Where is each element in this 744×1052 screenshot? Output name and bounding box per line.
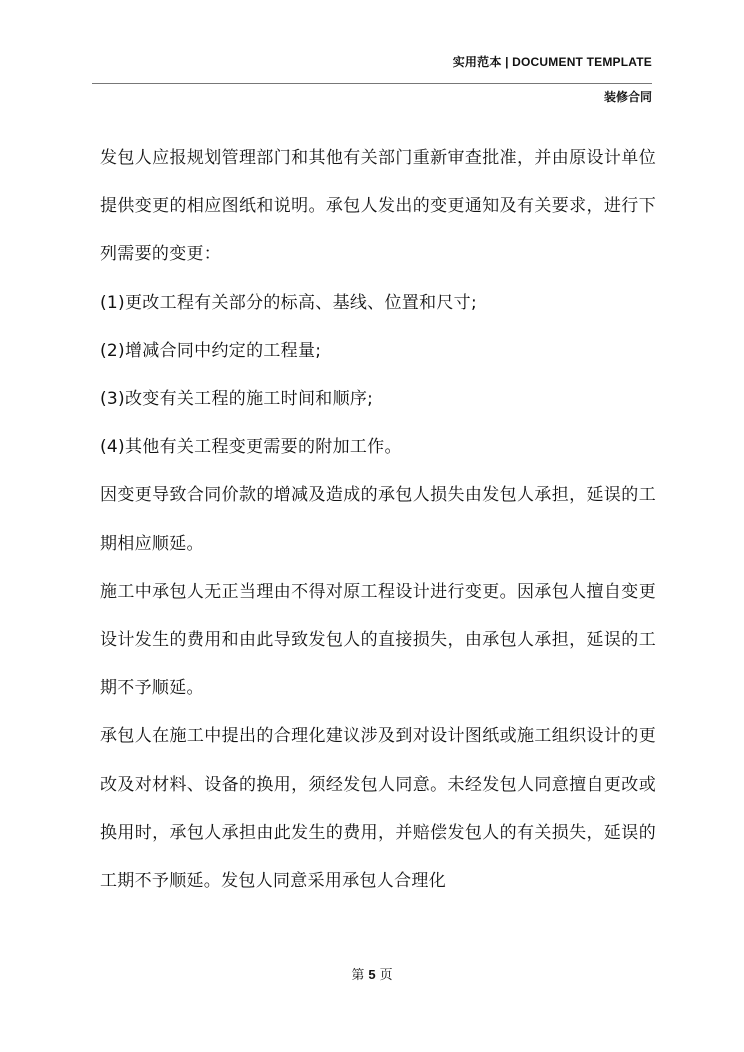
list-item-4: (4)其他有关工程变更需要的附加工作。 <box>100 437 402 458</box>
document-body <box>100 134 656 905</box>
list-item-1: (1)更改工程有关部分的标高、基线、位置和尺寸; <box>100 292 478 313</box>
page-footer <box>0 964 744 983</box>
page-number: 5 <box>368 967 376 982</box>
list-item-2: (2)增减合同中约定的工程量; <box>100 340 322 361</box>
header-subtitle: 装修合同 <box>603 90 652 104</box>
paragraph-2: 因变更导致合同价款的增减及造成的承包人损失由发包人承担，延误的工期相应顺延。 <box>100 485 656 554</box>
header-divider <box>92 83 652 84</box>
paragraph-4: 承包人在施工中提出的合理化建议涉及到对设计图纸或施工组织设计的更改及对材料、设备的换用，须经发包人同意。未经发包人同意擅自更改或换用时，承包人承担由此发生的费用，并赔偿发包人的有关损失，延误的工期不予顺延。发包人同意采用承包人合理化 <box>100 726 656 892</box>
paragraph-3: 施工中承包人无正当理由不得对原工程设计进行变更。因承包人擅自变更设计发生的费用和由此导致发包人的直接损失，由承包人承担，延误的工期不予顺延。 <box>100 581 656 699</box>
list-item-3: (3)改变有关工程的施工时间和顺序; <box>100 389 374 410</box>
footer-prefix: 第 <box>351 968 365 983</box>
paragraph-1: 发包人应报规划管理部门和其他有关部门重新审查批准，并由原设计单位提供变更的相应图纸和说明。承包人发出的变更通知及有关要求，进行下列需要的变更： <box>100 148 656 265</box>
footer-suffix: 页 <box>379 968 393 983</box>
header-title: 实用范本 | DOCUMENT TEMPLATE <box>452 55 652 69</box>
